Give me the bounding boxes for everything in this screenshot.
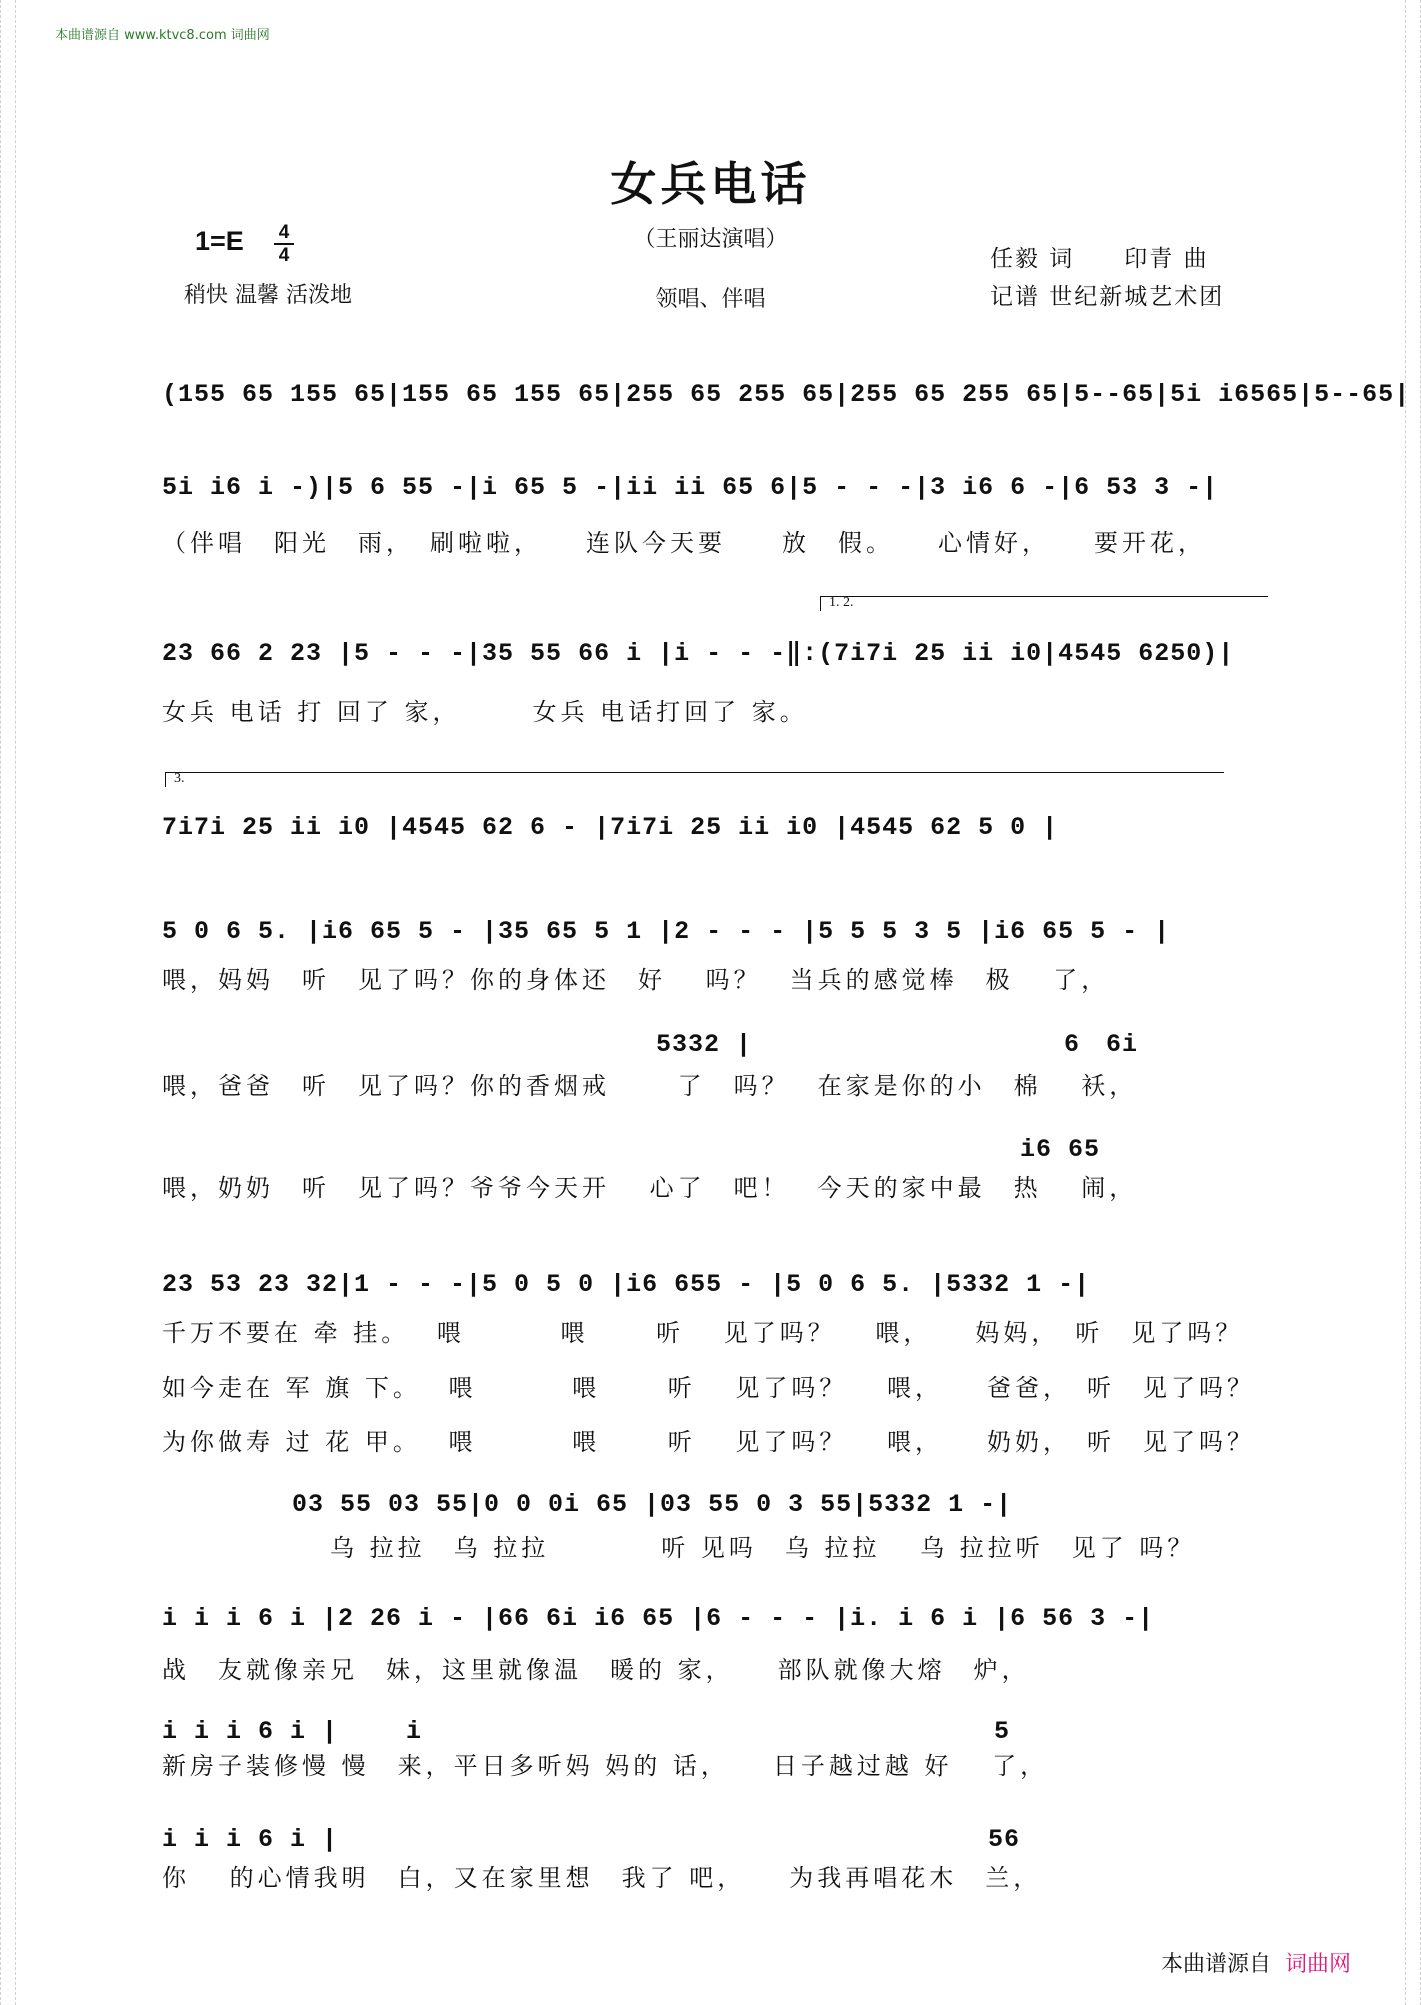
tempo-marking: 稍快 温馨 活泼地	[184, 283, 352, 308]
performer-subtitle: （王丽达演唱）	[633, 227, 788, 252]
lyric-line-6: 喂，爸爸 听 见了吗？你的香烟戒 了 吗？ 在家是你的小 棉 袄，	[162, 1072, 1138, 1100]
notation-line-3: 23 66 2 23 |5 - - -|35 55 66 i |i - - -‖:(7i7i 25 ii i0|4545 6250)|	[162, 639, 1235, 668]
notation-line-11: i i i 6 i | i 5	[162, 1717, 1011, 1746]
transcriber-credit: 记谱 世纪新城艺术团	[990, 284, 1225, 310]
lyric-line-11: 新房子装修慢 慢 来，平日多听妈 妈的 话， 日子越过越 好 了，	[162, 1752, 1049, 1780]
footer-source-label: 本曲谱源自	[1160, 1952, 1271, 1977]
lyric-line-3: 女兵 电话 打 回了 家， 女兵 电话打回了 家。	[162, 698, 808, 726]
notation-line-1: (155 65 155 65|155 65 155 65|255 65 255 65|255 65 255 65|5--65|5i i6565|5--65|	[162, 380, 1411, 409]
song-title: 女兵电话	[610, 157, 811, 211]
notation-line-10: i i i 6 i |2 26 i - |66 6i i6 65 |6 - - - |i. i 6 i |6 56 3 -|	[162, 1604, 1155, 1633]
volta-bracket-1-2	[820, 596, 1268, 611]
notation-line-12: i i i 6 i | 56	[162, 1825, 1021, 1854]
source-footer	[1161, 1947, 1351, 1978]
notation-line-4: 7i7i 25 ii i0 |4545 62 6 - |7i7i 25 ii i0 |4545 62 5 0 |	[162, 813, 1059, 842]
volta-label-3: 3.	[174, 771, 185, 786]
key-signature: 1=E	[195, 226, 244, 256]
notation-line-5: 5 0 6 5. |i6 65 5 - |35 65 5 1 |2 - - - |5 5 5 3 5 |i6 65 5 - |	[162, 917, 1171, 946]
volta-bracket-3	[165, 772, 1224, 787]
footer-site-link[interactable]: 词曲网	[1284, 1952, 1351, 1977]
lyric-line-12: 你 的心情我明 白，又在家里想 我了 吧， 为我再唱花木 兰，	[162, 1864, 1042, 1892]
time-signature	[274, 222, 294, 266]
lyric-line-5: 喂，妈妈 听 见了吗？你的身体还 好 吗？ 当兵的感觉棒 极 了，	[162, 966, 1110, 994]
composer-credits: 任毅 词 印青 曲	[990, 246, 1209, 272]
lyric-line-7: 喂，奶奶 听 见了吗？爷爷今天开 心了 吧！ 今天的家中最 热 闹，	[162, 1174, 1138, 1202]
volta-label-1-2: 1. 2.	[829, 595, 854, 610]
lyric-line-2: （伴唱 阳光 雨， 刷啦啦， 连队今天要 放 假。 心情好， 要开花，	[162, 529, 1206, 557]
notation-line-6: 5332 | 6 6i	[162, 1030, 1139, 1059]
lyric-line-10: 战 友就像亲兄 妹，这里就像温 暖的 家， 部队就像大熔 炉，	[162, 1656, 1030, 1684]
notation-line-2: 5i i6 i -)|5 6 55 -|i 65 5 -|ii ii 65 6|5 - - -|3 i6 6 -|6 53 3 -|	[162, 473, 1219, 502]
notation-line-9: 03 55 03 55|0 0 0i 65 |03 55 0 3 55|5332 1 -|	[162, 1490, 1013, 1519]
lyric-line-8c: 为你做寿 过 花 甲。 喂 喂 听 见了吗？ 喂， 奶奶， 听 见了吗？	[162, 1428, 1256, 1456]
notation-line-7: i6 65	[162, 1135, 1101, 1164]
lyric-line-9: 乌 拉拉 乌 拉拉 听 见吗 乌 拉拉 乌 拉拉听 见了 吗？	[162, 1534, 1196, 1562]
parts-label: 领唱、伴唱	[655, 287, 766, 312]
lyric-line-8b: 如今走在 军 旗 下。 喂 喂 听 见了吗？ 喂， 爸爸， 听 见了吗？	[162, 1374, 1256, 1402]
time-numerator: 4	[278, 222, 290, 243]
notation-line-8: 23 53 23 32|1 - - -|5 0 5 0 |i6 655 - |5 0 6 5. |5332 1 -|	[162, 1270, 1091, 1299]
lyric-line-8a: 千万不要在 牵 挂。 喂 喂 听 见了吗？ 喂， 妈妈， 听 见了吗？	[162, 1319, 1244, 1347]
source-header: 本曲谱源自 www.ktvc8.com 词曲网	[55, 28, 270, 43]
time-denominator: 4	[278, 245, 290, 266]
